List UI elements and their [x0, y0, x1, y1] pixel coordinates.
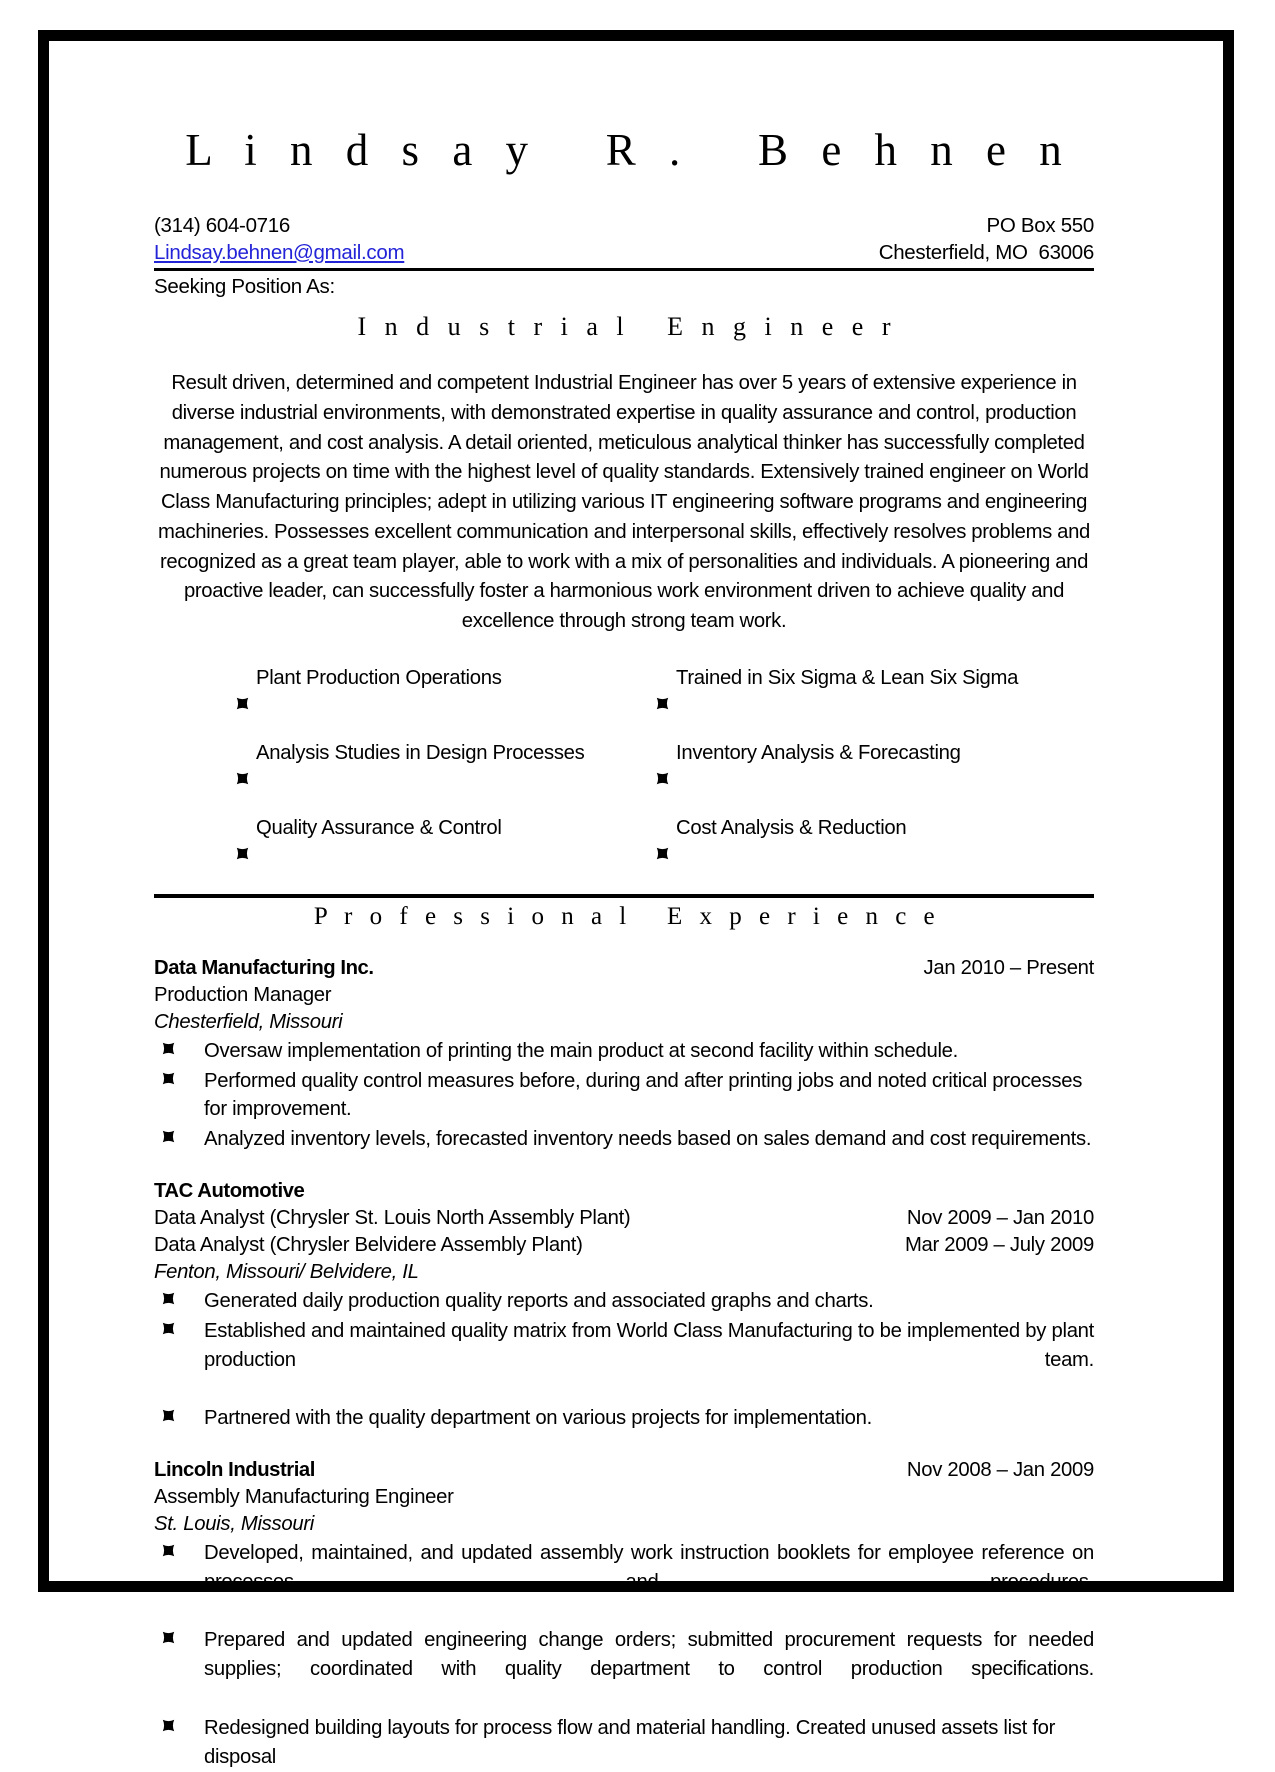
list-item-label: Inventory Analysis & Forecasting — [676, 741, 961, 764]
star-bullet-icon — [162, 1544, 204, 1557]
page-border — [38, 30, 1234, 1768]
core-competencies — [154, 663, 1094, 892]
skills-column-left — [236, 663, 656, 888]
company-name: Lincoln Industrial — [154, 1459, 315, 1482]
list-item — [162, 1287, 1094, 1316]
star-bullet-icon — [656, 821, 676, 886]
po-box: PO Box 550 — [986, 213, 1094, 237]
list-item-label: Redesigned building layouts for process flow and material handling. Created unused assets list for disposal — [204, 1716, 1056, 1768]
job-title: Data Analyst (Chrysler St. Louis North Assembly Plant) — [154, 1207, 631, 1230]
company-line — [154, 1178, 1094, 1205]
star-bullet-icon — [162, 1292, 204, 1305]
resume-document — [154, 126, 1094, 1772]
skills-column-right — [656, 663, 1018, 888]
list-item-label: Trained in Six Sigma & Lean Six Sigma — [676, 666, 1019, 689]
star-bullet-icon — [236, 821, 256, 886]
company-name: Data Manufacturing Inc. — [154, 956, 374, 979]
employment-dates: Nov 2008 – Jan 2009 — [906, 1459, 1094, 1482]
responsibility-list — [154, 1287, 1094, 1433]
employment-dates: Nov 2009 – Jan 2010 — [906, 1207, 1094, 1230]
list-item-label: Plant Production Operations — [256, 666, 502, 689]
job-location: Fenton, Missouri/ Belvidere, IL — [154, 1261, 419, 1283]
seeking-position-label: Seeking Position As: — [154, 274, 335, 298]
star-bullet-icon — [656, 746, 676, 811]
list-item-label: Established and maintained quality matrix from World Class Manufacturing to be implemented by plant production team. — [204, 1319, 1094, 1371]
list-item — [162, 1317, 1094, 1403]
list-item — [162, 1125, 1094, 1154]
company-line — [154, 1457, 1094, 1484]
role-line — [154, 1232, 1094, 1259]
phone-number: (314) 604-0716 — [154, 213, 290, 237]
role-line — [154, 1205, 1094, 1232]
list-item — [236, 663, 656, 738]
list-item — [162, 1539, 1094, 1625]
star-bullet-icon — [162, 1072, 204, 1085]
responsibility-list — [154, 1037, 1094, 1154]
experience-entry — [154, 955, 1094, 1154]
list-item — [162, 1037, 1094, 1066]
section-title-experience: P r o f e s s i o n a l E x p e r i e n c e — [313, 902, 941, 930]
list-item — [656, 813, 1018, 888]
star-bullet-icon — [162, 1719, 204, 1732]
experience-entry — [154, 1457, 1094, 1771]
list-item-label: Prepared and updated engineering change orders; submitted procurement requests for needed supplies; coordinated with quality department to control production specifications. — [204, 1629, 1094, 1681]
star-bullet-icon — [236, 746, 256, 811]
list-item-label: Performed quality control measures before, during and after printing jobs and noted critical processes for improvement. — [204, 1069, 1083, 1121]
star-bullet-icon — [162, 1322, 204, 1335]
email-link[interactable]: Lindsay.behnen@gmail.com — [154, 240, 405, 264]
contact-row-phone — [154, 212, 1094, 239]
list-item-label: Quality Assurance & Control — [256, 816, 502, 839]
list-item — [236, 738, 656, 813]
company-name: TAC Automotive — [154, 1180, 305, 1203]
city-state-zip: Chesterfield, MO 63006 — [878, 240, 1094, 264]
list-item — [162, 1067, 1094, 1125]
list-item-label: Partnered with the quality department on various projects for implementation. — [204, 1407, 872, 1430]
professional-summary — [154, 369, 1094, 637]
star-bullet-icon — [236, 671, 256, 736]
star-bullet-icon — [162, 1631, 204, 1644]
experience-entry — [154, 1178, 1094, 1433]
list-item — [656, 738, 1018, 813]
list-item — [236, 813, 656, 888]
list-item-label: Developed, maintained, and updated assembly work instruction booklets for employee reference on processes and procedures. — [204, 1542, 1094, 1593]
job-location: Chesterfield, Missouri — [154, 1010, 343, 1033]
list-item — [162, 1714, 1094, 1772]
list-item-label: Analyzed inventory levels, forecasted inventory needs based on sales demand and cost requirements. — [204, 1128, 1092, 1151]
star-bullet-icon — [162, 1042, 204, 1055]
job-location: St. Louis, Missouri — [154, 1513, 314, 1536]
page-title: L i n d s a y R . B e h n e n — [185, 125, 1073, 175]
list-item — [162, 1626, 1094, 1712]
contact-row-email — [154, 239, 1094, 266]
list-item-label: Generated daily production quality reports and associated graphs and charts. — [204, 1289, 874, 1312]
job-title: Data Analyst (Chrysler Belvidere Assembly Plant) — [154, 1234, 583, 1257]
job-title: Production Manager — [154, 983, 332, 1006]
summary-text: Result driven, determined and competent Industrial Engineer has over 5 years of extensive experience in diverse industrial environments, with demonstrated expertise in quality assurance and control, production management, and cost analysis. A detail oriented, meticulous analytical thinker has successfully completed numerous projects on time with the highest level of quality standards. Extensively trained engineer on World Class Manufacturing principles; adept in utilizing various IT engineering software programs and engineering machineries. Possesses excellent communication and interpersonal skills, effectively resolves problems and recognized as a great team player, able to work with a mix of personalities and individuals. A pioneering and proactive leader, can successfully foster a harmonious work environment driven to achieve quality and excellence through strong team work. — [158, 372, 1090, 633]
star-bullet-icon — [162, 1130, 204, 1143]
list-item-label: Cost Analysis & Reduction — [676, 816, 907, 839]
company-line — [154, 955, 1094, 982]
employment-dates: Jan 2010 – Present — [923, 956, 1094, 979]
list-item-label: Oversaw implementation of printing the main product at second facility within schedule. — [204, 1039, 958, 1062]
responsibility-list — [154, 1539, 1094, 1772]
list-item-label: Analysis Studies in Design Processes — [256, 741, 585, 764]
employment-dates: Mar 2009 – July 2009 — [904, 1234, 1094, 1257]
list-item — [656, 663, 1018, 738]
star-bullet-icon — [656, 671, 676, 736]
job-title: Assembly Manufacturing Engineer — [154, 1486, 454, 1509]
star-bullet-icon — [162, 1409, 204, 1422]
contact-block — [154, 212, 1094, 271]
list-item — [162, 1404, 1094, 1433]
target-job-title: I n d u s t r i a l E n g i n e e r — [357, 312, 897, 342]
